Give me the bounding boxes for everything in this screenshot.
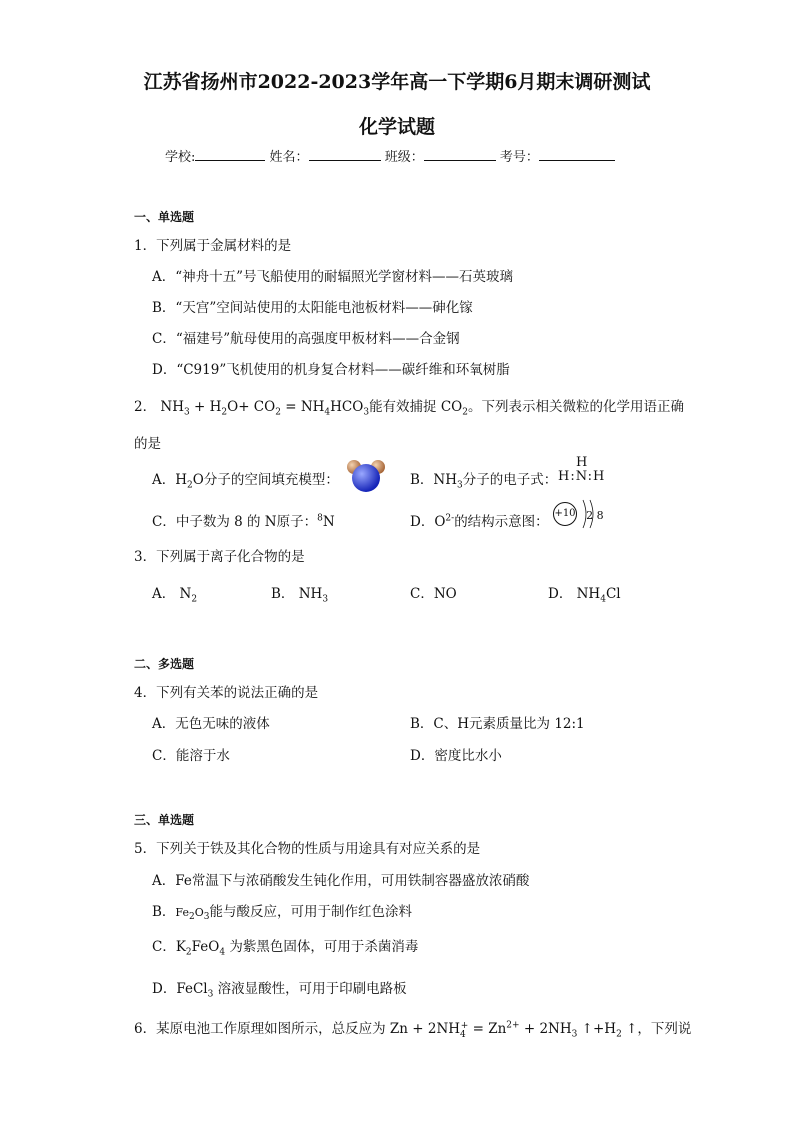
q1-option-b[interactable]: B．“天宫”空间站使用的太阳能电池板材料——砷化镓 — [152, 300, 473, 316]
q1-option-d[interactable]: D．“C919”飞机使用的机身复合材料——碳纤维和环氧树脂 — [152, 362, 510, 378]
question-2-stem: 2． $NH_3 + H_2O+ CO_2 = NH_4HCO_3$能有效捕捉 $CO_2$。下列表示相关微粒的化学用语正确 — [134, 399, 684, 418]
exam-number-field[interactable] — [539, 148, 615, 161]
q2-option-a[interactable]: A．$H_2O$分子的空间填充模型： — [152, 472, 339, 491]
question-5-stem: 5．下列关于铁及其化合物的性质与用途具有对应关系的是 — [134, 841, 481, 857]
water-space-filling-model-icon — [344, 458, 390, 494]
q5-option-d[interactable]: D．FeCl$_3$ 溶液显酸性，可用于印刷电路板 — [152, 981, 407, 1000]
question-3-stem: 3．下列属于离子化合物的是 — [134, 549, 305, 565]
q3-option-c[interactable]: C．NO — [410, 586, 457, 602]
class-label: 班级： — [384, 150, 424, 165]
school-field[interactable] — [195, 148, 265, 161]
q3-option-a[interactable]: A． $N_2$ — [152, 586, 198, 605]
electron-shell-arcs — [579, 496, 595, 532]
info-line — [165, 146, 615, 165]
q5-option-a[interactable]: A．Fe常温下与浓硝酸发生钝化作用，可用铁制容器盛放浓硝酸 — [152, 873, 530, 889]
school-label: 学校: — [165, 150, 196, 165]
q2-option-b[interactable]: B．$NH_3$分子的电子式： — [410, 472, 558, 491]
q5-option-c[interactable]: C．$K_2FeO_4$ 为紫黑色固体，可用于杀菌消毒 — [152, 939, 419, 958]
section-heading: 一、单选题 — [134, 210, 195, 224]
exam-number-label: 考号： — [499, 150, 539, 165]
q5-option-b[interactable]: B．$Fe_2O_3$能与酸反应，可用于制作红色涂料 — [152, 904, 412, 923]
oxygen-ion-structure-diagram: +10 2 8 — [553, 502, 604, 526]
q2-option-d[interactable]: D．$O^{2-}$的结构示意图： — [410, 513, 549, 530]
question-4-stem: 4．下列有关苯的说法正确的是 — [134, 685, 319, 701]
q1-option-c[interactable]: C．“福建号”航母使用的高强度甲板材料——合金钢 — [152, 331, 460, 347]
section-heading: 三、单选题 — [134, 813, 195, 827]
question-2-stem-line2: 的是 — [134, 436, 161, 452]
battery-equation: $Zn + 2NH_4^+ = Zn^{2+} + 2NH_3$ $↑+H_2$ ↑ — [389, 1020, 638, 1040]
page-title: 江苏省扬州市2022-2023学年高一下学期6月期末调研测试 — [143, 71, 651, 93]
question-6-stem: 6．某原电池工作原理如图所示，总反应为 $Zn + 2NH_4^+ = Zn^{2+} + 2NH_3$ $↑+H_2$ ↑，下列说 — [134, 1020, 692, 1040]
question-1-stem: 1．下列属于金属材料的是 — [134, 238, 292, 254]
name-field[interactable] — [309, 148, 381, 161]
name-label: 姓名： — [269, 150, 309, 165]
q4-option-a[interactable]: A．无色无味的液体 — [152, 716, 270, 732]
section-heading: 二、多选题 — [134, 657, 195, 671]
q3-option-b[interactable]: B． $NH_3$ — [271, 586, 329, 605]
ammonia-electron-formula: H H:N:H — [558, 455, 606, 484]
q1-option-a[interactable]: A．“神舟十五”号飞船使用的耐辐照光学窗材料——石英玻璃 — [152, 269, 514, 285]
page-subtitle: 化学试题 — [358, 116, 435, 138]
q4-option-c[interactable]: C．能溶于水 — [152, 748, 230, 764]
class-field[interactable] — [424, 148, 496, 161]
equation: $NH_3 + H_2O+ CO_2 = NH_4HCO_3$ — [160, 399, 370, 418]
q3-option-d[interactable]: D． $NH_4Cl$ — [548, 586, 621, 605]
q2-option-c[interactable]: C．中子数为 8 的 N原子：$^8$N — [152, 513, 335, 530]
q4-option-b[interactable]: B．C、H元素质量比为 12:1 — [410, 716, 585, 732]
q4-option-d[interactable]: D．密度比水小 — [410, 748, 502, 764]
